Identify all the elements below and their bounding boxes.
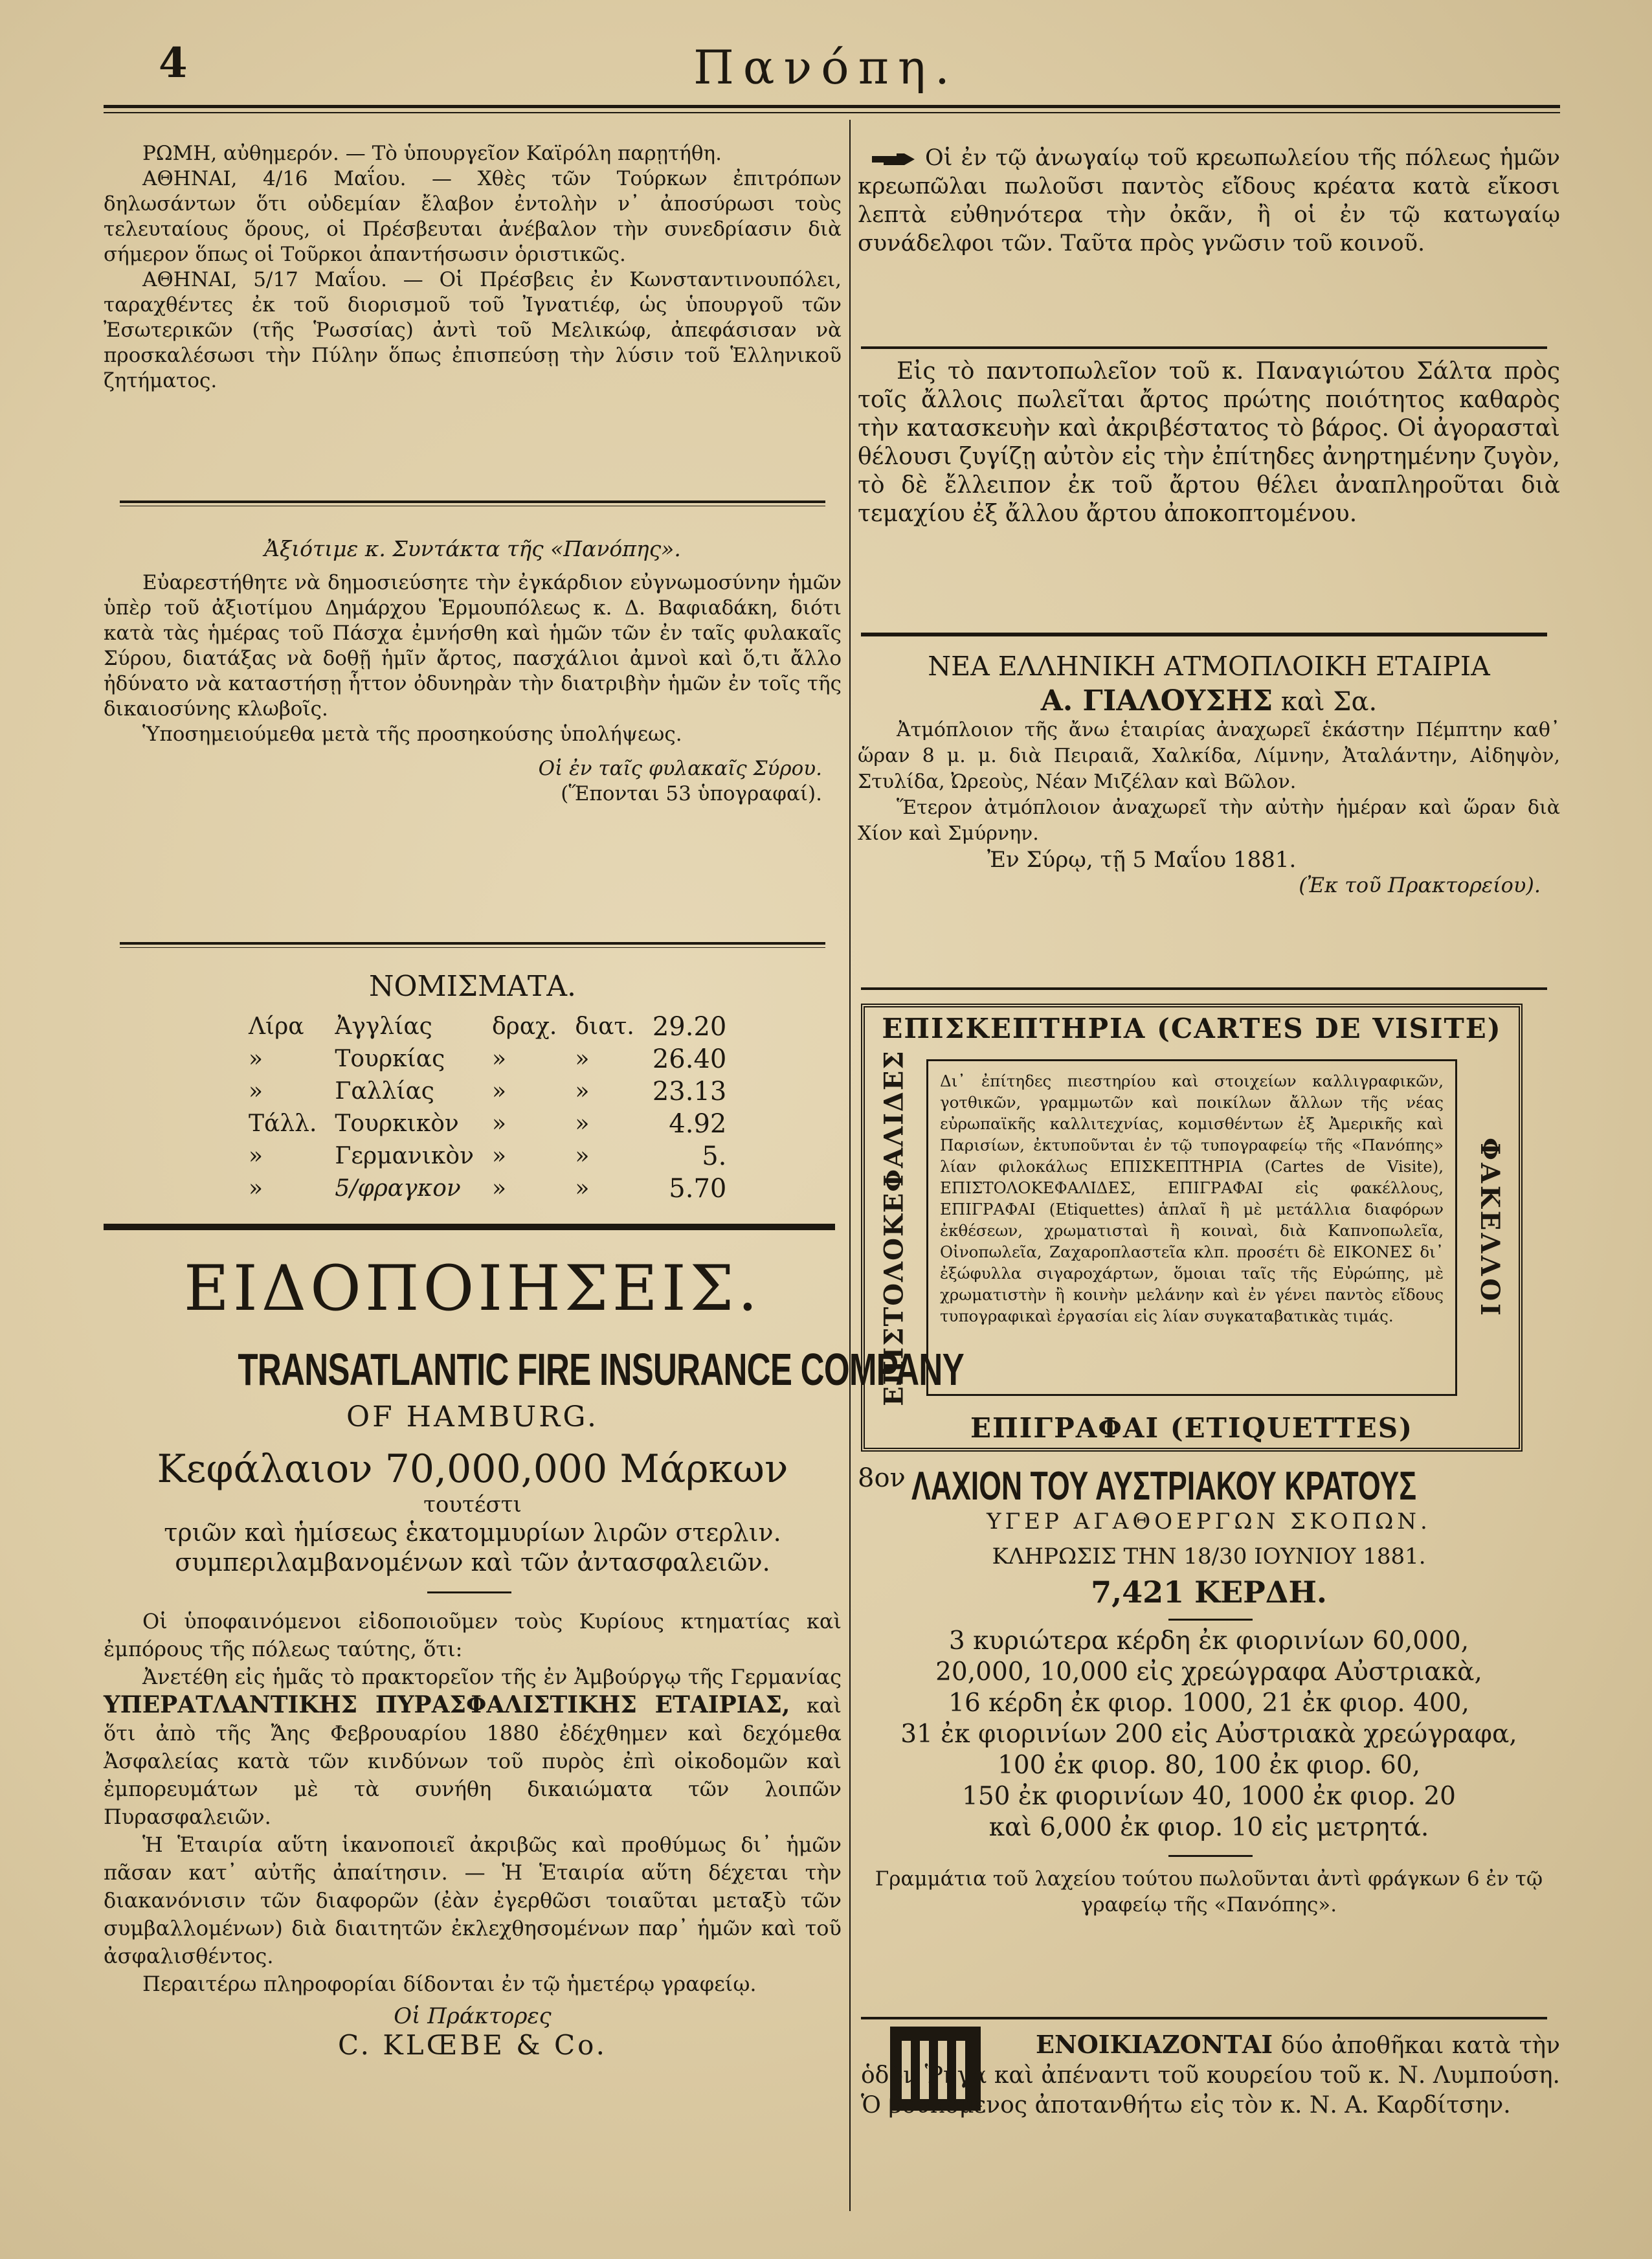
rent-heading: ΕΝΟΙΚΙΑΖΟΝΤΑΙ — [1036, 2030, 1273, 2059]
currency-cell-c: » — [491, 1143, 506, 1169]
section-rule — [861, 346, 1547, 349]
currency-cell-b: Γερμανικὸν — [335, 1143, 474, 1169]
steamship-date: Ἐν Σύρῳ, τῇ 5 Μαΐου 1881. — [987, 847, 1297, 873]
currency-row — [240, 1043, 735, 1075]
currency-table — [240, 1011, 735, 1205]
currency-cell-c: » — [491, 1078, 506, 1105]
currency-cell-v: 29.20 — [652, 1012, 727, 1042]
steamship-notice — [858, 651, 1560, 897]
notice-p2: Ἀνετέθη εἰς ἡμᾶς τὸ πρακτορεῖον τῆς ἐν Ἀμβούργῳ τῆς Γερμανίας ΥΠΕΡΑΤΛΑΝΤΙΚΗΣ ΠΥΡΑΣΦΑΛΙΣΤΙΚΗΣ ΕΤΑΙΡΙΑΣ, καὶ ὅτι ἀπὸ τῆς Ἄης Φεβρουαρίου 1880 ἐδέχθημεν καὶ δεχόμεθα Ἀσφαλείας κατὰ τῶν κινδύνων τοῦ πυρὸς ἐπὶ οἰκοδομῶν καὶ ἐμπορευμάτων μὲ τὰ συνήθη δικαιώματα τῶν λοιπῶν Πυρασφαλειῶν. — [104, 1665, 842, 1829]
news-athens-2: ΑΘΗΝΑΙ, 5/17 Μαΐου. — Οἱ Πρέσβεις ἐν Κωνσταντινουπόλει, ταραχθέντες ἐκ τοῦ διορισμοῦ τοῦ Ἰγνατιέφ, ὡς ὑπουργοῦ τῶν Ἐσωτερικῶν (τῆς Ῥωσσίας) ἀντὶ τοῦ Μελικώφ, ἀπεφάσισαν νὰ προσκαλέσωσι τὴν Πύλην ὅπως ἐπισπεύσῃ τὴν λύσιν τοῦ Ἑλληνικοῦ ζητήματος. — [104, 268, 842, 392]
notice-p1: Οἱ ὑποφαινόμενοι εἰδοποιοῦμεν τοὺς Κυρίους κτηματίας καὶ ἐμπόρους τῆς πόλεως ταύτης, ὅτι: — [104, 1609, 842, 1661]
lottery-line: καὶ 6,000 ἐκ φιορ. 10 εἰς μετρητά. — [988, 1813, 1429, 1842]
notice-company-greek: ΥΠΕΡΑΤΛΑΝΤΙΚΗΣ ΠΥΡΑΣΦΑΛΙΣΤΙΚΗΣ ΕΤΑΙΡΙΑΣ, — [104, 1691, 790, 1718]
currency-cell-d: διατ. — [575, 1013, 634, 1040]
cards-right-label: ΦΑΚΕΛΛΟΙ — [1474, 1137, 1505, 1318]
currency-cell-d: » — [575, 1046, 590, 1072]
butchers-notice — [858, 144, 1560, 258]
capital-pounds: τριῶν καὶ ἡμίσεως ἑκατομμυρίων λιρῶν στερλιν. συμπεριλαμβανομένων καὶ τῶν ἀντασφαλειῶν. — [164, 1518, 781, 1577]
steamship-p1: Ἀτμόπλοιον τῆς ἄνω ἑταιρίας ἀναχωρεῖ ἑκάστην Πέμπτην καθ᾽ ὥραν 8 μ. μ. διὰ Πειραιᾶ, Χαλκίδα, Λίμνην, Ἀταλάντην, Αἰδηψὸν, Στυλίδα, Ὠρεοὺς, Νέαν Μιζέλαν καὶ Βῶλον. — [858, 719, 1560, 793]
lottery-line: 100 ἐκ φιορ. 80, 100 ἐκ φιορ. 60, — [997, 1751, 1421, 1780]
section-rule — [120, 500, 825, 503]
currency-section — [104, 970, 842, 1205]
currency-cell-c: » — [491, 1046, 506, 1072]
section-rule — [861, 633, 1547, 636]
rent-text: δύο ἀποθῆκαι κατὰ τὴν ὁδὸν Ῥήγα καὶ ἀπέναντι τοῦ κουρείου τοῦ κ. Ν. Λυμπούση. Ὁ βουλόμενος ἀποτανθήτω εἰς τὸν κ. Ν. Α. Καρδίτσην. — [861, 2032, 1560, 2119]
short-rule — [427, 1591, 511, 1593]
rent-notice — [861, 2030, 1560, 2120]
currency-cell-a: » — [249, 1143, 263, 1169]
letter-body: Εὐαρεστήθητε νὰ δημοσιεύσητε τὴν ἐγκάρδιον εὐγνωμοσύνην ἡμῶν ὑπὲρ τοῦ ἀξιοτίμου Δημάρχου Ἑρμουπόλεως κ. Δ. Βαφιαδάκη, διότι κατὰ τὰς ἡμέρας τοῦ Πάσχα ἐμνήσθη καὶ ἡμῶν τῶν ἐν ταῖς φυλακαῖς Σύρου, διατάξας νὰ δοθῇ ἡμῖν ἄρτος, πασχάλιοι ἀμνοὶ καὶ ὅ,τι ἄλλο ἠδύνατο νὰ καταστήσῃ ἧττον ὀδυνηρὰν τὴν διατριβὴν ἡμῶν ἐν τοῖς τῆς δικαιοσύνης κλωβοῖς. — [104, 571, 842, 721]
currency-cell-d: » — [575, 1143, 590, 1169]
business-cards-ad — [861, 1004, 1523, 1452]
short-rule — [1168, 1855, 1253, 1857]
section-rule-thin — [120, 947, 825, 948]
currency-cell-a: Τάλλ. — [249, 1110, 317, 1137]
letter-note: (Ἕπονται 53 ὑπογραφαί). — [561, 782, 822, 805]
page-number: 4 — [159, 39, 188, 87]
currency-cell-c: » — [491, 1110, 506, 1137]
currency-cell-v: 26.40 — [652, 1044, 727, 1074]
lottery-ordinal: 8ον — [858, 1463, 906, 1493]
column-divider — [849, 120, 851, 2211]
letter-closing: Ὑποσημειούμεθα μετὰ τῆς προσηκούσης ὑπολήψεως. — [142, 723, 682, 746]
lottery-line: 20,000, 10,000 εἰς χρεώγραφα Αὐστριακὰ, — [935, 1658, 1482, 1687]
lottery-line: 3 κυριώτερα κέρδη ἐκ φιορινίων 60,000, — [948, 1626, 1469, 1656]
steamship-from: (Ἐκ τοῦ Πρακτορείου). — [1299, 873, 1541, 897]
currency-row — [240, 1075, 735, 1108]
currency-cell-d: » — [575, 1078, 590, 1105]
currency-cell-b: Ἀγγλίας — [335, 1013, 432, 1040]
letter-section — [104, 536, 842, 807]
short-rule — [1168, 1619, 1253, 1621]
currency-cell-v: 5.70 — [669, 1174, 727, 1204]
currency-cell-v: 23.13 — [652, 1077, 727, 1107]
currency-cell-a: Λίρα — [249, 1013, 304, 1040]
cards-left-label: ΕΠΙΣΤΟΛΟΚΕΦΑΛΙΔΕΣ — [878, 1049, 910, 1406]
cards-body: Δι᾽ ἐπίτηδες πιεστηρίου καὶ στοιχείων καλλιγραφικῶν, γοτθικῶν, γραμμωτῶν καὶ ποικίλων ἄλλων τῆς νέας εὐρωπαϊκῆς καλλιτεχνίας, κομισθέντων ἐξ Ἀμερικῆς καὶ Παρισίων, ἐκτυποῦνται ἐν τῷ τυπογραφείῳ τῆς «Πανόπης» λίαν φιλοκάλως ΕΠΙΣΚΕΠΤΗΡΙΑ (Cartes de Visite), ΕΠΙΣΤΟΛΟΚΕΦΑΛΙΔΕΣ, ΕΠΙΓΡΑΦΑΙ εἰς φακέλλους, ΕΠΙΓΡΑΦΑΙ (Etiquettes) ἁπλαῖ ἢ μὲ μετάλλια διαφόρων ἐκθέσεων, χρωματισταὶ ἢ κοιναὶ, διὰ Καπνοπωλεῖα, Οἰνοπωλεῖα, Ζαχαροπλαστεῖα κλπ. προσέτι δὲ ΕΙΚΟΝΕΣ δι᾽ ἐξώφυλλα σιγαροχάρτων, ὅμοιαι ταῖς τῆς Εὐρώπης, μὲ χρωματιστὴν ἢ κοινὴν μελάνην καὶ ἐν γένει παντὸς εἴδους τυπογραφικαὶ ἐργασίαι εἰς λίαν συγκαταβατικὰς τιμάς. — [926, 1059, 1457, 1396]
notice-agents: Οἱ Πράκτορες — [394, 2003, 552, 2029]
currency-row — [240, 1173, 735, 1205]
cards-bottom-label: ΕΠΙΓΡΑΦΑΙ (ETIQUETTES) — [970, 1412, 1413, 1444]
steamship-p2: Ἕτερον ἀτμόπλοιον ἀναχωρεῖ τὴν αὐτὴν ἡμέραν καὶ ὥραν διὰ Χίον καὶ Σμύρνην. — [858, 796, 1560, 845]
lottery-sub: ΥΓΕΡ ΑΓΑΘΟΕΡΓΩΝ ΣΚΟΠΩΝ. — [987, 1509, 1431, 1534]
notice-p3: Ἡ Ἑταιρία αὕτη ἱκανοποιεῖ ἀκριβῶς καὶ προθύμως δι᾽ ἡμῶν πᾶσαν κατ᾽ αὐτῆς ἀπαίτησιν. — Ἡ Ἑταιρία αὕτη δέχεται τὴν διακανόνισιν τῶν διαφορῶν (ἐὰν ἐγερθῶσι τοιαῦται μεταξὺ τῶν συμβαλλομένων) διὰ διαιτητῶν ἐκλεχθησομένων παρ᾽ ἡμῶν καὶ τοῦ ἀσφαλισθέντος. — [104, 1832, 842, 1968]
header-rule-thin — [104, 112, 1560, 113]
lottery-line: 31 ἐκ φιορινίων 200 εἰς Αὐστριακὰ χρεώγραφα, — [900, 1720, 1517, 1749]
company-name: TRANSATLANTIC FIRE INSURANCE COMPANY — [238, 1344, 964, 1395]
currency-cell-v: 5. — [702, 1141, 727, 1171]
lottery-title: ΛΑΧΙΟΝ ΤΟΥ ΑΥΣΤΡΙΑΚΟΥ ΚΡΑΤΟΥΣ — [911, 1464, 1416, 1509]
currency-row — [240, 1011, 735, 1043]
currency-cell-b: 5/φραγκον — [335, 1175, 461, 1202]
butchers-text: Οἱ ἐν τῷ ἀνωγαίῳ τοῦ κρεωπωλείου τῆς πόλεως ἡμῶν κρεωπῶλαι πωλοῦσι παντὸς εἴδους κρέατα κατὰ εἴκοσι λεπτὰ εὐθηνότερα τὴν ὀκᾶν, ἢ οἱ ἐν τῷ κατωγαίῳ συνάδελφοι τῶν. Ταῦτα πρὸς γνῶσιν τοῦ κοινοῦ. — [858, 145, 1560, 256]
steamship-title: ΝΕΑ ΕΛΛΗΝΙΚΗ ΑΤΜΟΠΛΟΙΚΗ ΕΤΑΙΡΙΑ — [928, 651, 1490, 682]
currency-cell-c: » — [491, 1175, 506, 1202]
notice-firm: C. KLŒBE & Co. — [337, 2029, 607, 2061]
currency-cell-b: Τουρκικὸν — [335, 1110, 459, 1137]
cards-top-label: ΕΠΙΣΚΕΠΤΗΡΙΑ (CARTES DE VISITE) — [882, 1013, 1502, 1044]
currency-row — [240, 1108, 735, 1140]
capital-toutesti: τουτέστι — [423, 1492, 522, 1518]
letter-salutation: Ἀξιότιμε κ. Συντάκτα τῆς «Πανόπης». — [264, 536, 681, 561]
currency-cell-b: Τουρκίας — [335, 1046, 445, 1072]
lottery-header — [858, 1463, 1560, 1509]
masthead: Πανόπη. — [693, 40, 959, 95]
lottery-line: 150 ἐκ φιορινίων 40, 1000 ἐκ φιορ. 20 — [962, 1782, 1456, 1811]
currency-cell-a: » — [249, 1078, 263, 1105]
bread-text: Εἰς τὸ παντοπωλεῖον τοῦ κ. Παναγιώτου Σάλτα πρὸς τοῖς ἄλλοις πωλεῖται ἄρτος πρώτης ποιότητος καθαρὸς τὴν κατασκευὴν καὶ ἀκριβέστατος τὸ βάρος. Οἱ ἀγορασταὶ θέλουσι ζυγίζῃ αὐτὸν εἰς τὴν ἐπίτηδες ἀνηρτημένην ζυγὸν, τὸ δὲ ἔλλειπον ἐκ τοῦ ἄρτου θέλει ἀναπληροῦται διὰ τεμαχίου ἐξ ἄλλου ἄρτου ἀποκοπτομένου. — [858, 358, 1560, 527]
news-athens-1: ΑΘΗΝΑΙ, 4/16 Μαΐου. — Χθὲς τῶν Τούρκων ἐπιτρόπων δηλωσάντων ὅτι οὐδεμίαν ἔλαβον ἐντολὴν ν᾽ ἀποσύρωσι τοὺς τελευταίους ὅρους, οἱ Πρέσβευται ἀνέβαλον τὴν συνεδρίασιν διὰ σήμερον ὅπως οἱ Τοῦρκοι ἀπαντήσωσιν ὁριστικῶς. — [104, 167, 842, 266]
lottery-line: 16 κέρδη ἐκ φιορ. 1000, 21 ἐκ φιορ. 400, — [948, 1689, 1469, 1718]
letter-signature: Οἱ ἐν ταῖς φυλακαῖς Σύρου. — [538, 757, 822, 780]
company-capital: Κεφάλαιον 70,000,000 Μάρκων — [157, 1446, 788, 1492]
section-rule — [861, 987, 1547, 990]
currency-cell-v: 4.92 — [669, 1109, 727, 1139]
section-rule — [120, 942, 825, 945]
currency-cell-d: » — [575, 1175, 590, 1202]
currency-cell-a: » — [249, 1046, 263, 1072]
currency-row — [240, 1140, 735, 1173]
currency-cell-c: δραχ. — [491, 1013, 557, 1040]
news-rome: ΡΩΜΗ, αὐθημερόν. — Τὸ ὑπουργεῖον Καϊρόλη παρῃτήθη. — [142, 142, 722, 165]
header-rule — [104, 105, 1560, 108]
currency-cell-d: » — [575, 1110, 590, 1137]
lottery-prizes: 7,421 ΚΕΡΔΗ. — [1091, 1575, 1327, 1610]
company-city: OF HAMBURG. — [346, 1400, 599, 1433]
currency-title: ΝΟΜΙΣΜΑΤΑ. — [368, 970, 577, 1003]
lottery-draw: ΚΛΗΡΩΣΙΣ ΤΗΝ 18/30 ΙΟΥΝΙΟΥ 1881. — [992, 1544, 1426, 1569]
notices-rule — [104, 1224, 835, 1230]
currency-cell-b: Γαλλίας — [335, 1078, 434, 1105]
section-rule — [861, 2017, 1547, 2019]
notices-heading: ΕΙΔΟΠΟΙΗΣΕΙΣ. — [183, 1252, 762, 1325]
pointing-hand-icon — [871, 151, 916, 168]
currency-cell-a: » — [249, 1175, 263, 1202]
lottery-ad — [858, 1463, 1560, 1918]
bread-notice — [858, 357, 1560, 528]
lottery-tickets: Γραμμάτια τοῦ λαχείου τούτου πωλοῦνται ἀντὶ φράγκων 6 ἐν τῷ γραφείῳ τῆς «Πανόπης». — [875, 1867, 1543, 1916]
notice-p4: Περαιτέρω πληροφορίαι δίδονται ἐν τῷ ἡμετέρῳ γραφείῳ. — [142, 1972, 757, 1996]
lottery-prize-lines — [858, 1626, 1560, 1843]
news-section — [104, 141, 842, 394]
steamship-owner: Α. ΓΙΑΛΟΥΣΗΣ καὶ Σα. — [1040, 684, 1378, 717]
